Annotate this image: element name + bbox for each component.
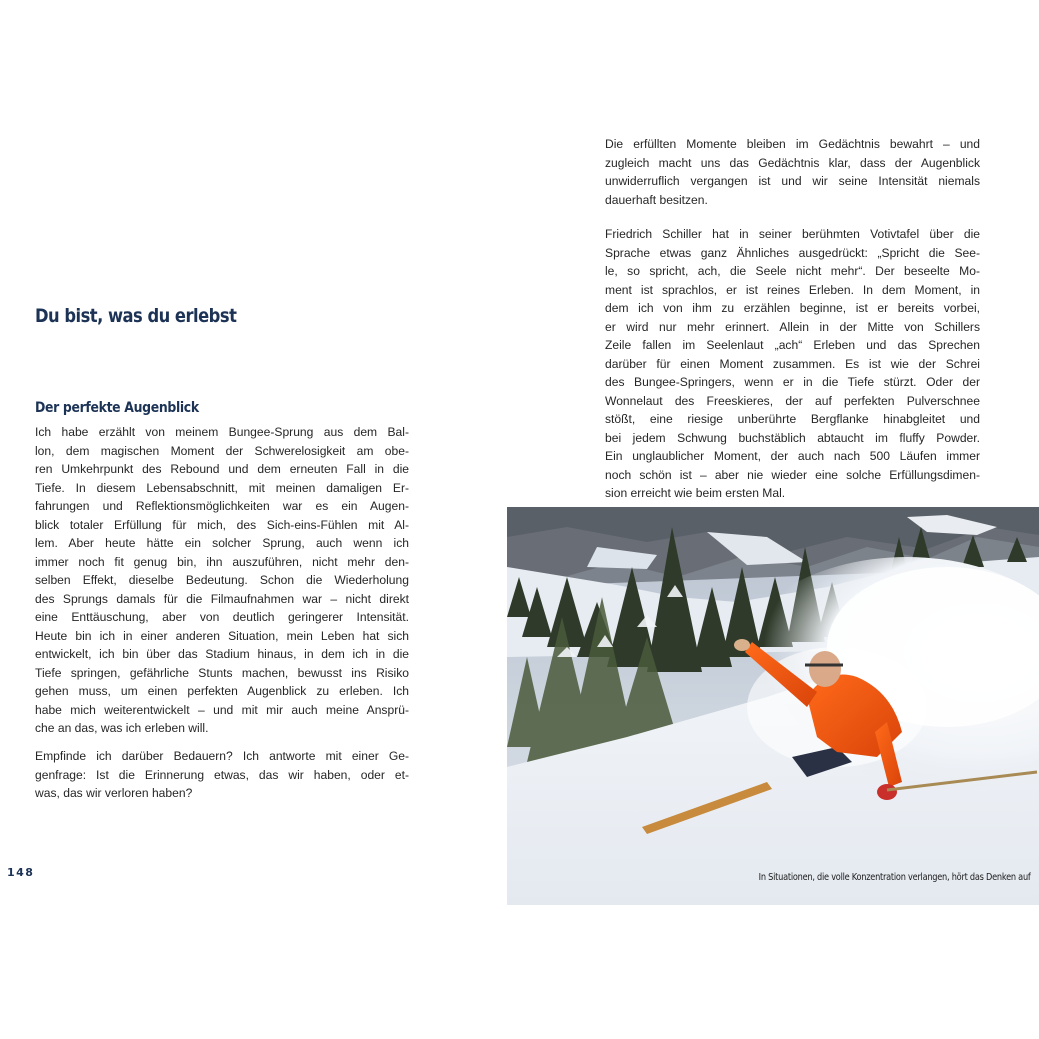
text-line: Ich habe erzählt von meinem Bungee-Sprung aus dem Bal- (35, 425, 409, 439)
text-line: Ein unglaublicher Moment, der auch nach 500 Läufen immer (605, 449, 980, 463)
text-line: fahrungen und Reflektionsmöglichkeiten war es ein Augen- (35, 499, 409, 513)
text-line: dauerhaft besitzen. (605, 192, 708, 207)
text-line: des Sprungs damals für die Filmaufnahmen war – nicht direkt (35, 591, 409, 606)
text-line: ment ist sprachlos, er ist reines Erleben. In dem Moment, in (605, 282, 980, 297)
text-line: genfrage: Ist die Erinnerung etwas, das wir haben, oder et- (35, 767, 409, 782)
text-line: gehen muss, um einen perfekten Augenblick zu erleben. Ich (35, 684, 409, 698)
text-line: dem ich von ihm zu erzählen beginne, ist er bereits vorbei, (605, 301, 980, 315)
text-line: habe mich weiterentwickelt – und mit mir auch meine Ansprü- (35, 702, 409, 717)
text-line: er wird nur mehr erinnert. Allein in der Mitte von Schillers (605, 319, 980, 334)
text-line: le, so spricht, ach, die Seele nicht mehr“. Der beseelte Mo- (605, 264, 980, 278)
text-line: selben Effekt, dieselbe Bedeutung. Schon die Wiederholung (35, 573, 409, 587)
left-paragraph-1 (35, 423, 409, 738)
text-line: Sprache etwas ganz Ähnliches ausgedrückt: „Spricht die See- (605, 245, 980, 260)
text-line: Friedrich Schiller hat in seiner berühmten Votivtafel über die (605, 227, 980, 241)
text-line: che an das, was ich erleben will. (35, 721, 209, 735)
text-line: Die erfüllten Momente bleiben im Gedächtnis bewahrt – und (605, 137, 980, 151)
text-line: sion erreicht wie beim ersten Mal. (605, 486, 786, 500)
text-line: immer noch fit genug bin, ihn auszuführen, nicht mehr den- (35, 554, 409, 569)
text-line: noch schön ist – aber nie wieder eine solche Erfüllungsdimen- (605, 467, 980, 482)
text-line: unwiderruflich vergangen ist und wir seine Intensität niemals (605, 174, 980, 188)
skier-photo-illustration (507, 507, 1039, 905)
text-line: Tiefe. In diesem Lebensabschnitt, mit meinen damaligen Er- (35, 480, 409, 495)
text-line: blick totaler Erfüllung für mich, des Sich-eins-Fühlen mit Al- (35, 517, 409, 532)
right-paragraph-2 (605, 225, 980, 503)
text-line: ren Umkehrpunkt des Rebound und dem erneuten Fall in die (35, 462, 409, 476)
text-line: eine Enttäuschung, aber von deutlich geringerer Intensität. (35, 610, 409, 624)
left-page (0, 0, 519, 1039)
text-line: zugleich macht uns das Gedächtnis klar, dass der Augenblick (605, 155, 980, 170)
text-line: entwickelt, ich bin über das Stadium hinaus, in dem ich in die (35, 647, 409, 661)
text-line: Empfinde ich darüber Bedauern? Ich antworte mit einer Ge- (35, 749, 409, 763)
text-line: Zeile fallen im Seelenlaut „ach“ Erleben und das Sprechen (605, 338, 980, 352)
photo-caption: In Situationen, die volle Konzentration verlangen, hört das Denken auf (759, 872, 1031, 883)
text-line: Tiefe springen, gefährliche Stunts machen, bewusst ins Risiko (35, 665, 409, 680)
text-line: lon, dem magischen Moment der Schwerelosigkeit am obe- (35, 443, 409, 458)
text-line: darüber für einen Moment zusammen. Es ist wie der Schrei (605, 356, 980, 371)
text-line: Wonnelaut des Freeskieres, der auf perfekten Pulverschnee (605, 393, 980, 408)
text-line: des Bungee-Springers, wenn er in die Tiefe stürzt. Oder der (605, 375, 980, 389)
text-line: lem. Aber heute hätte ein solcher Sprung, auch wenn ich (35, 536, 409, 550)
text-line: Heute bin ich in einer anderen Situation, mein Leben hat sich (35, 628, 409, 643)
chapter-title: Du bist, was du erlebst (35, 305, 237, 327)
right-paragraph-1 (605, 135, 980, 209)
text-line: bei jedem Schwung buchstäblich abtaucht im fluffy Powder. (605, 430, 980, 445)
page-number: 148 (7, 866, 35, 879)
section-title: Der perfekte Augenblick (35, 400, 199, 416)
text-line: was, das wir verloren haben? (35, 786, 193, 800)
text-line: stößt, eine riesige unberührte Bergflanke hinabgleitet und (605, 412, 980, 426)
left-paragraph-2 (35, 747, 409, 803)
skier-photo (507, 507, 1039, 905)
